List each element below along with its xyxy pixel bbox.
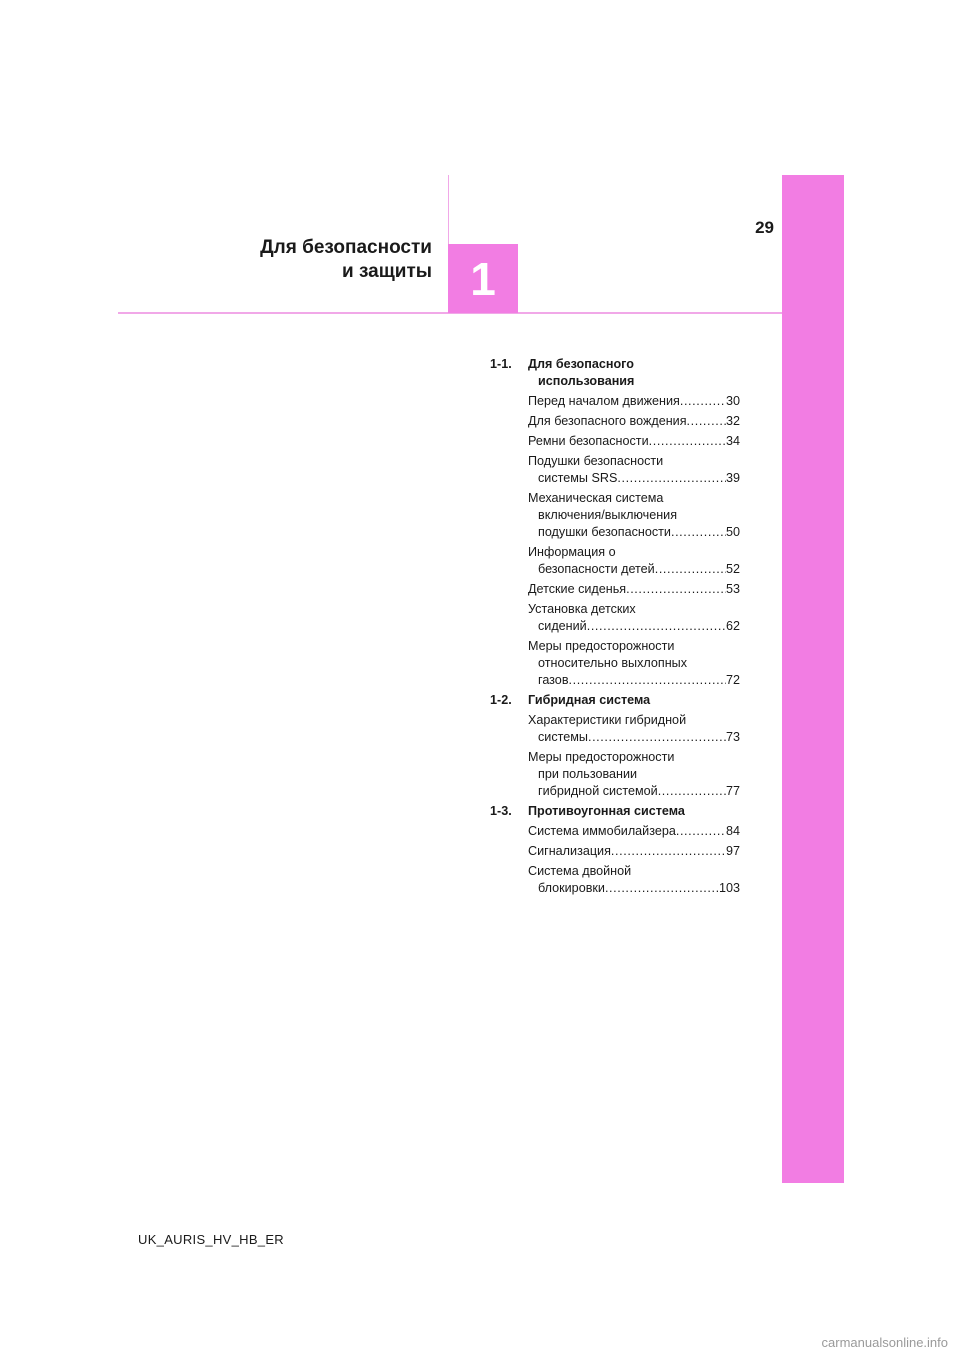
toc-page-number: 53 bbox=[725, 582, 740, 596]
chapter-number-badge bbox=[448, 244, 518, 313]
toc-dot-leader bbox=[658, 783, 726, 800]
toc-entry-line: относительно выхлопных bbox=[538, 656, 688, 670]
toc-entry-line: Меры предосторожности bbox=[528, 639, 675, 653]
toc-entry-last-line bbox=[528, 618, 740, 635]
toc-entry-line: Меры предосторожности bbox=[528, 750, 675, 764]
toc-section-number: 1-2. bbox=[490, 693, 512, 707]
watermark: carmanualsonline.info bbox=[821, 1335, 948, 1350]
toc-dot-leader bbox=[588, 729, 726, 746]
toc-entry-line: Установка детских bbox=[528, 602, 636, 616]
toc-entry-text: газов bbox=[538, 673, 569, 687]
toc-entry-last-line bbox=[528, 672, 740, 689]
toc-page-number: 62 bbox=[725, 619, 740, 633]
toc-page-number: 103 bbox=[718, 881, 740, 895]
toc-dot-leader bbox=[676, 823, 726, 840]
toc-entry-last-line bbox=[528, 433, 740, 450]
toc-entry[interactable] bbox=[528, 823, 740, 840]
toc-dot-leader bbox=[671, 524, 726, 541]
chapter-title-line-2: и защиты bbox=[342, 261, 432, 282]
toc-entry-text: Система иммобилайзера bbox=[528, 824, 676, 838]
toc-page-number: 73 bbox=[725, 730, 740, 744]
toc-entry[interactable] bbox=[528, 581, 740, 598]
toc-entry-last-line bbox=[528, 470, 740, 487]
toc-entry-last-line bbox=[528, 843, 740, 860]
toc-page-number: 72 bbox=[725, 673, 740, 687]
toc-entry-line: при пользовании bbox=[538, 767, 638, 781]
toc-dot-leader bbox=[649, 433, 726, 450]
toc-entry-last-line bbox=[528, 729, 740, 746]
toc-entry[interactable] bbox=[528, 638, 740, 689]
toc-entry[interactable] bbox=[528, 712, 740, 746]
toc-page-number: 52 bbox=[725, 562, 740, 576]
chapter-title bbox=[260, 236, 432, 284]
toc-entry-text: Для безопасного вождения bbox=[528, 414, 687, 428]
toc-entry-line: Механическая система bbox=[528, 491, 664, 505]
toc-entry[interactable] bbox=[528, 413, 740, 430]
toc-dot-leader bbox=[655, 561, 726, 578]
toc-section-number: 1-3. bbox=[490, 804, 512, 818]
toc-entry-text: Сигнализация bbox=[528, 844, 611, 858]
toc-entry-text: блокировки bbox=[538, 881, 605, 895]
toc-entry-text: системы SRS bbox=[538, 471, 618, 485]
toc-dot-leader bbox=[605, 880, 719, 897]
toc-entry-text: системы bbox=[538, 730, 588, 744]
toc-entry-text: Перед началом движения bbox=[528, 394, 680, 408]
toc-entry[interactable] bbox=[528, 453, 740, 487]
toc-entry[interactable] bbox=[528, 863, 740, 897]
toc-section-heading[interactable] bbox=[490, 692, 740, 709]
toc-page-number: 84 bbox=[725, 824, 740, 838]
toc-entry[interactable] bbox=[528, 393, 740, 410]
toc-dot-leader bbox=[587, 618, 726, 635]
toc-page-number: 97 bbox=[725, 844, 740, 858]
toc-entry-text: Ремни безопасности bbox=[528, 434, 649, 448]
toc-entry-line: Характеристики гибридной bbox=[528, 713, 687, 727]
toc-entry-last-line bbox=[528, 783, 740, 800]
toc-dot-leader bbox=[626, 581, 726, 598]
toc-section-number: 1-1. bbox=[490, 357, 512, 371]
toc-section-heading[interactable] bbox=[490, 356, 740, 390]
toc-page-number: 39 bbox=[725, 471, 740, 485]
toc-entry-text: сидений bbox=[538, 619, 587, 633]
toc-entry[interactable] bbox=[528, 601, 740, 635]
toc-page-number: 50 bbox=[725, 525, 740, 539]
chapter-number: 1 bbox=[470, 252, 496, 305]
toc-entry-last-line bbox=[528, 524, 740, 541]
toc-section-title bbox=[528, 692, 740, 709]
toc-entry-last-line bbox=[528, 823, 740, 840]
toc-dot-leader bbox=[569, 672, 726, 689]
toc-entry-last-line bbox=[528, 880, 740, 897]
toc-dot-leader bbox=[680, 393, 726, 410]
toc-page-number: 77 bbox=[725, 784, 740, 798]
toc-section-title-line: Для безопасного bbox=[528, 357, 634, 371]
toc-entry-text: Детские сиденья bbox=[528, 582, 627, 596]
toc-entry[interactable] bbox=[528, 544, 740, 578]
toc-section-title-line: Противоугонная система bbox=[528, 804, 685, 818]
toc-entry-text: подушки безопасности bbox=[538, 525, 671, 539]
toc-section-title-line: Гибридная система bbox=[528, 693, 651, 707]
toc-page-number: 32 bbox=[725, 414, 740, 428]
toc-entry-line: Подушки безопасности bbox=[528, 454, 664, 468]
toc-entry[interactable] bbox=[528, 490, 740, 541]
toc-entry-text: безопасности детей bbox=[538, 562, 655, 576]
toc-entry-line: Информация о bbox=[528, 545, 616, 559]
toc-page-number: 30 bbox=[725, 394, 740, 408]
toc-section-title-line: использования bbox=[538, 374, 635, 388]
toc-entry-last-line bbox=[528, 413, 740, 430]
header-vertical-rule bbox=[448, 175, 449, 245]
toc-entry[interactable] bbox=[528, 749, 740, 800]
toc-page-number: 34 bbox=[725, 434, 740, 448]
toc-entry-line: включения/выключения bbox=[538, 508, 678, 522]
toc-section-title bbox=[528, 356, 740, 390]
toc-entry-last-line bbox=[528, 393, 740, 410]
toc-section-heading[interactable] bbox=[490, 803, 740, 820]
toc-dot-leader bbox=[611, 843, 726, 860]
toc-entry[interactable] bbox=[528, 433, 740, 450]
toc-entry-text: гибридной системой bbox=[538, 784, 658, 798]
toc-dot-leader bbox=[687, 413, 726, 430]
toc-entry-line: Система двойной bbox=[528, 864, 632, 878]
page-number: 29 bbox=[755, 218, 774, 237]
toc-section-title bbox=[528, 803, 740, 820]
document-code: UK_AURIS_HV_HB_ER bbox=[138, 1232, 284, 1247]
table-of-contents bbox=[490, 356, 740, 900]
chapter-side-tab bbox=[782, 175, 844, 1183]
toc-entry-last-line bbox=[528, 581, 740, 598]
toc-dot-leader bbox=[617, 470, 726, 487]
toc-entry[interactable] bbox=[528, 843, 740, 860]
chapter-title-line-1: Для безопасности bbox=[260, 237, 432, 258]
toc-entry-last-line bbox=[528, 561, 740, 578]
